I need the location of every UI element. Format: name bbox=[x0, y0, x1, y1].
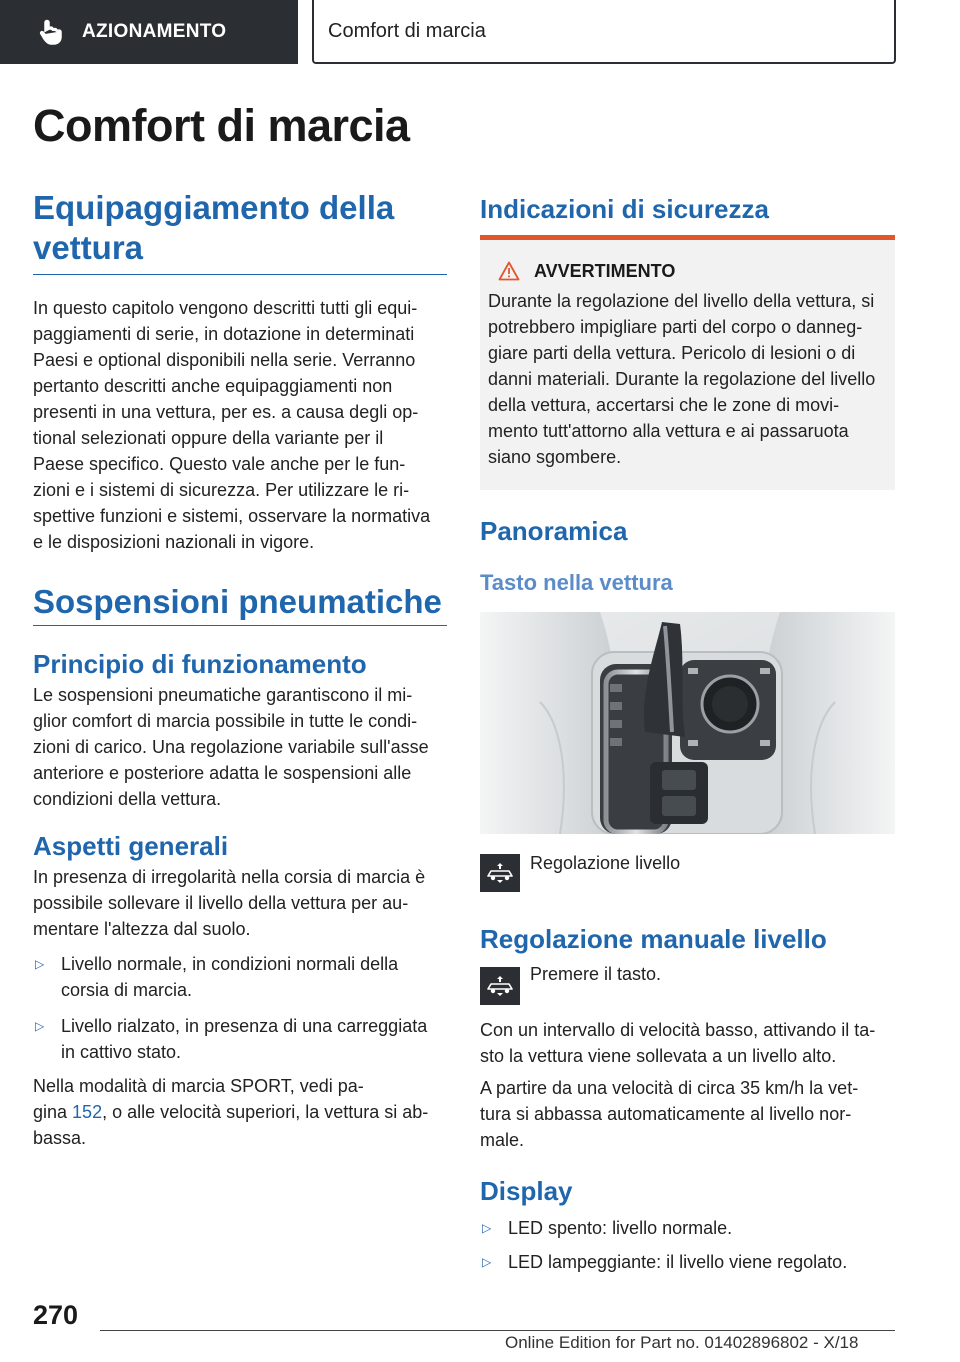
equipment-section bbox=[33, 188, 447, 555]
page-link[interactable]: 152 bbox=[72, 1102, 103, 1122]
general-heading: Aspetti generali bbox=[33, 831, 229, 861]
sport-paragraph: Nella modalità di marcia SPORT, vedi pa- gina 152, o alle velocità superiori, la vettura si ab- bassa. bbox=[33, 1076, 429, 1148]
warning-triangle-icon bbox=[498, 261, 520, 281]
chapter-label: Comfort di marcia bbox=[328, 19, 486, 42]
triangle-bullet-icon: ▷ bbox=[35, 957, 45, 971]
equipment-heading: Equipaggiamento della vettura bbox=[33, 188, 447, 275]
center-console-illustration bbox=[480, 612, 895, 834]
button-caption: Regolazione livello bbox=[530, 853, 681, 873]
triangle-bullet-icon: ▷ bbox=[35, 1019, 45, 1033]
footer-rule bbox=[100, 1330, 895, 1331]
page-title: Comfort di marcia bbox=[33, 100, 410, 151]
warning-text: Durante la regolazione del livello della vettura, si potrebbero impigliare parti del corpo o danneg- giare parti della vettura. Pericolo di lesioni o di danni materiali. Durante la regolazione del livello della vettura, accertarsi che le zone di movi- mento tutt'attorno alla vettura e ai passaruota siano sgombere. bbox=[488, 291, 876, 467]
section-tab bbox=[0, 0, 298, 64]
hand-pointer-icon bbox=[36, 18, 64, 46]
general-paragraph: In presenza di irregolarità nella corsia di marcia è possibile sollevare il livello della vettura per au- mentare l'altezza dal suolo. bbox=[33, 867, 426, 939]
triangle-bullet-icon: ▷ bbox=[482, 1255, 492, 1269]
list-item: ▷ LED spento: livello normale. bbox=[480, 1215, 895, 1241]
list-item: ▷ Livello normale, in condizioni normali della corsia di marcia. bbox=[33, 951, 447, 1003]
list-item: ▷ LED lampeggiante: il livello viene regolato. bbox=[480, 1249, 895, 1275]
center-console-photo bbox=[480, 612, 895, 834]
safety-section bbox=[480, 193, 895, 225]
press-instruction: Premere il tasto. bbox=[530, 964, 662, 984]
car-level-icon bbox=[485, 862, 515, 884]
level-adjust-button-icon bbox=[480, 854, 520, 892]
section-label: AZIONAMENTO bbox=[82, 21, 227, 42]
level-adjust-button-caption bbox=[480, 854, 895, 892]
speed-paragraph: Con un intervallo di velocità basso, attivando il ta- sto la vettura viene sollevata a un livello alto. bbox=[480, 1020, 876, 1066]
display-heading: Display bbox=[480, 1176, 573, 1206]
principle-heading: Principio di funzionamento bbox=[33, 649, 367, 679]
auto-paragraph: A partire da una velocità di circa 35 km/h la vet- tura si abbassa automaticamente al livello nor- male. bbox=[480, 1078, 859, 1150]
air-suspension-heading: Sospensioni pneumatiche bbox=[33, 582, 447, 626]
page-number: 270 bbox=[33, 1300, 79, 1330]
air-suspension-section bbox=[33, 582, 447, 1151]
level-list bbox=[33, 951, 447, 1065]
display-list bbox=[480, 1215, 895, 1275]
car-level-icon bbox=[485, 975, 515, 997]
warning-header bbox=[498, 256, 887, 286]
equipment-paragraph: In questo capitolo vengono descritti tutti gli equi- paggiamenti di serie, in dotazione in determinati Paesi e optional disponibili nella serie. Verranno pertanto descritti anche equipaggiamenti non presenti in una vettura, per es. a causa degli op- tional selezionati oppure della variante per il Paese specifico. Questo vale anche per le fun- zioni e i sistemi di sicurezza. Per utilizzare le ri- spettive funzioni e sistemi, osservare la normativa e le disposizioni nazionali in vigore. bbox=[33, 298, 431, 552]
chapter-tab bbox=[312, 0, 896, 64]
principle-paragraph: Le sospensioni pneumatiche garantiscono il mi- glior comfort di marcia possibile in tutte le condi- zioni di carico. Una regolazione variabile sull'asse anteriore e posteriore adatta le sospensioni alle condizioni della vettura. bbox=[33, 685, 429, 809]
triangle-bullet-icon: ▷ bbox=[482, 1221, 492, 1235]
button-heading: Tasto nella vettura bbox=[480, 570, 673, 595]
manual-adjust-heading: Regolazione manuale livello bbox=[480, 924, 827, 954]
overview-section bbox=[480, 515, 895, 597]
manual-adjust-section bbox=[480, 923, 895, 1275]
safety-heading: Indicazioni di sicurezza bbox=[480, 194, 769, 224]
level-adjust-button-icon bbox=[480, 967, 520, 1005]
warning-title: AVVERTIMENTO bbox=[534, 260, 676, 281]
edition-text: Online Edition for Part no. 01402896802 - X/18 bbox=[505, 1333, 859, 1352]
warning-box bbox=[480, 240, 895, 490]
list-item: ▷ Livello rialzato, in presenza di una carreggiata in cattivo stato. bbox=[33, 1013, 447, 1065]
page-header bbox=[0, 0, 960, 66]
overview-heading: Panoramica bbox=[480, 516, 628, 546]
